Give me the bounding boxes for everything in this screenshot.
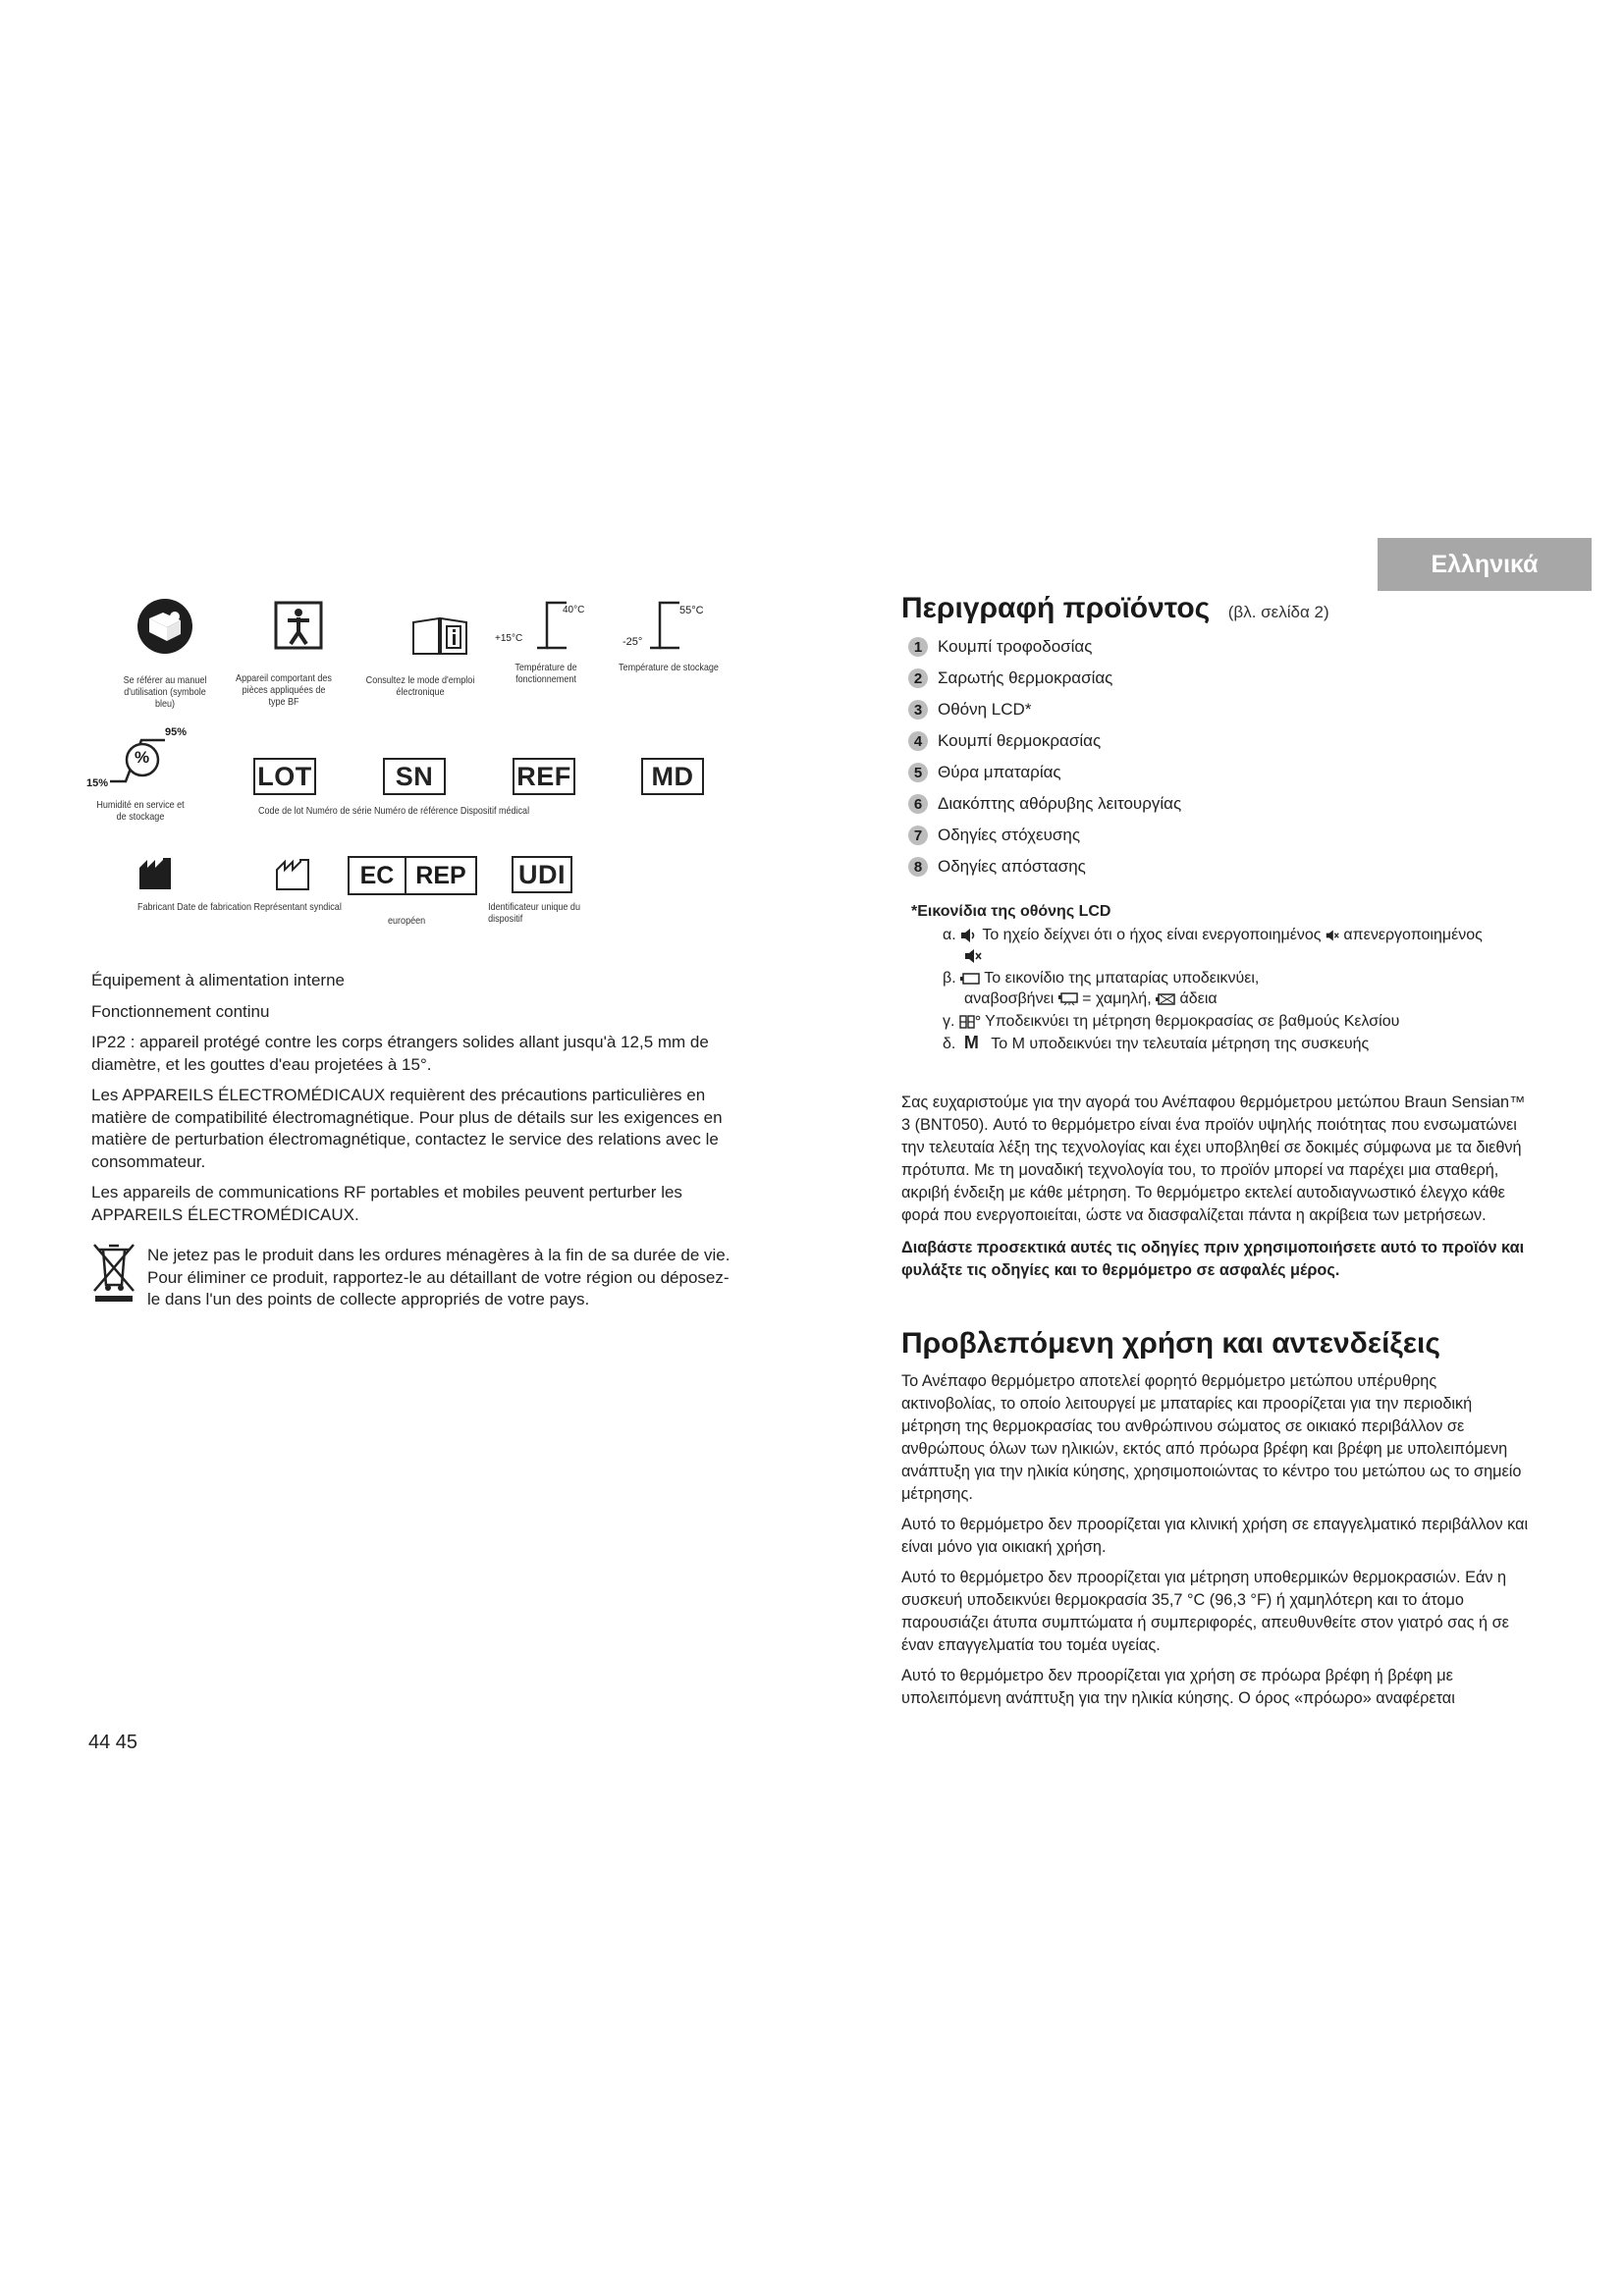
symbol-operating-temperature bbox=[492, 597, 600, 685]
symbol-manual-caption: Se référer au manuel d'utilisation (symbole bleu) bbox=[123, 674, 207, 710]
lcd-a-text2: απενεργοποιημένος bbox=[1343, 927, 1483, 943]
ref-caption: Numéro de référence bbox=[373, 805, 459, 817]
part-item-3 bbox=[908, 695, 1031, 724]
product-title: Περιγραφή προϊόντος bbox=[901, 592, 1211, 624]
lcd-item-b bbox=[943, 968, 1532, 1009]
eifu-icon bbox=[411, 616, 468, 656]
serial-number-symbol: SN bbox=[383, 758, 446, 795]
ip22-text: IP22 : appareil protégé contre les corps étrangers solides allant jusqu'à 12,5 mm de diamètre, et les gouttes d'eau projetées à 15°. bbox=[91, 1033, 709, 1074]
ec-rep-caption-line2: européen bbox=[388, 915, 426, 927]
manufacturer-icon bbox=[137, 856, 177, 891]
rf-text: Les appareils de communications RF portables et mobiles peuvent perturber les APPAREILS ÉLECTROMÉDICAUX. bbox=[91, 1183, 682, 1224]
symbol-humidity-caption: Humidité en service et de stockage bbox=[96, 799, 185, 823]
left-paragraphs bbox=[91, 970, 734, 1235]
symbol-manual bbox=[86, 597, 207, 710]
part-item-5 bbox=[908, 758, 1061, 787]
lcd-b-prefix: β. bbox=[943, 970, 956, 987]
part-label: Κουμπί θερμοκρασίας bbox=[938, 731, 1102, 750]
part-number: 4 bbox=[908, 731, 928, 751]
lcd-item-a bbox=[943, 925, 1532, 966]
symbols-row-3 bbox=[86, 844, 744, 933]
symbol-storage-temperature bbox=[605, 597, 732, 673]
part-number: 1 bbox=[908, 637, 928, 657]
part-item-2 bbox=[908, 664, 1112, 693]
part-number: 5 bbox=[908, 763, 928, 782]
type-bf-icon bbox=[274, 601, 323, 650]
part-item-4 bbox=[908, 726, 1101, 756]
humidity-low: 15% bbox=[86, 777, 109, 789]
sn-caption: Numéro de série bbox=[305, 805, 372, 817]
battery-icon bbox=[960, 973, 980, 985]
lcd-b-text2b: = χαμηλή, bbox=[1082, 990, 1152, 1007]
lot-symbol: LOT bbox=[253, 758, 316, 795]
part-number: 3 bbox=[908, 700, 928, 720]
part-number: 8 bbox=[908, 857, 928, 877]
symbol-humidity bbox=[86, 726, 194, 823]
lcd-d-text: Το M υποδεικνύει την τελευταία μέτρηση της συσκευής bbox=[991, 1036, 1370, 1052]
ec-rep-symbol bbox=[348, 856, 477, 895]
humidity-high: 95% bbox=[165, 726, 188, 738]
operating-temp-low: +15°C bbox=[495, 633, 523, 644]
intended-use-block bbox=[901, 1370, 1535, 1710]
read-instructions-warning: Διαβάστε προσεκτικά αυτές τις οδηγίες πριν χρησιμοποιήσετε αυτό το προϊόν και φυλάξτε τις οδηγίες και το θερμόμετρο σε ασφαλές μέρος. bbox=[901, 1239, 1525, 1279]
emc-text: Les APPAREILS ÉLECTROMÉDICAUX requièrent des précautions particulières en matière de compatibilité électromagnétique. Pour plus de détails sur les exigences en matière de perturbation électromagnétique, contactez le service des relations avec le consommateur. bbox=[91, 1086, 723, 1171]
lcd-c-prefix: γ. bbox=[943, 1013, 955, 1030]
symbol-storage-temperature-caption: Température de stockage bbox=[619, 662, 719, 673]
intro-text: Σας ευχαριστούμε για την αγορά του Ανέπαφου θερμόμετρου μετώπου Braun Sensian™ 3 (BNT050). Αυτό το θερμόμετρο είναι ένα προϊόν υψηλής ποιότητας που ενσωματώνει την τελευταία λέξη της τεχνολογίας και έχει υποβληθεί σε δοκιμές σύμφωνα με τα διεθνή πρότυπα. Με τη μοναδική τεχνολογία του, το προϊόν μπορεί να παρέχει μια σταθερή, ακριβή ένδειξη με κάθε μέτρηση. Το θερμόμετρο εκτελεί αυτοδιαγνωστικό έλεγχο κάθε φορά που ενεργοποιείται, ώστε να διασφαλίζεται πάντα η ακρίβεια των μετρήσεων. bbox=[901, 1094, 1526, 1224]
part-item-8 bbox=[908, 852, 1086, 881]
symbols-row-2 bbox=[86, 726, 744, 834]
lcd-d-prefix: δ. bbox=[943, 1036, 956, 1052]
udi-caption-line2: dispositif bbox=[488, 913, 523, 925]
lcd-b-text2a: αναβοσβήνει bbox=[964, 990, 1055, 1007]
symbol-operating-temperature-caption: Température de fonctionnement bbox=[514, 662, 577, 685]
intended-use-paragraph: Το Ανέπαφο θερμόμετρο αποτελεί φορητό θερμόμετρο μετώπου υπέρυθρης ακτινοβολίας, το οποίο λειτουργεί με μπαταρίες και προορίζεται για την περιοδική μέτρηση της θερμοκρασίας του ανθρώπινου σώματος σε οικιακό περιβάλλον σε ανθρώπους όλων των ηλικιών, εκτός από πρόωρα βρέφη και βρέφη με υπολειπόμενη ανάπτυξη για την ηλικία κύησης, χρησιμοποιώντας το κέντρο του μετώπου ως το σημείο μέτρησης. bbox=[901, 1372, 1522, 1503]
symbol-eifu-caption: Consultez le mode d'emploi électronique bbox=[365, 674, 475, 698]
part-number: 7 bbox=[908, 826, 928, 845]
lcd-c-text: Υποδεικνύει τη μέτρηση θερμοκρασίας σε βαθμούς Κελσίου bbox=[985, 1013, 1400, 1030]
intended-use-paragraph: Αυτό το θερμόμετρο δεν προορίζεται για μέτρηση υποθερμικών θερμοκρασιών. Εάν η συσκευή υποδεικνύει θερμοκρασία 35,7 °C (96,3 °F) ή χαμηλότερη και το άτομο παρουσιάζει άτυπα συμπτώματα ή συμπεριφορές, απευθυνθείτε στον γιατρό σας ή σε έναν επαγγελματία του τομέα υγείας. bbox=[901, 1569, 1509, 1654]
date-caption: Date de fabrication bbox=[177, 901, 251, 913]
manual-book-icon bbox=[135, 597, 194, 656]
humidity-symbol: % bbox=[135, 748, 150, 767]
date-of-manufacture-icon bbox=[275, 858, 314, 891]
intended-use-paragraph: Αυτό το θερμόμετρο δεν προορίζεται για κλινική χρήση σε επαγγελματικό περιβάλλον και είναι μόνο για οικιακή χρήση. bbox=[901, 1516, 1529, 1556]
intended-use-paragraph: Αυτό το θερμόμετρο δεν προορίζεται για χρήση σε πρόωρα βρέφη ή βρέφη με υπολειπόμενη ανάπτυξη για την ηλικία κύησης. Ο όρος «πρόωρο» αναφέρεται bbox=[901, 1667, 1455, 1707]
part-label: Οθόνη LCD* bbox=[938, 700, 1032, 719]
medical-device-symbol: MD bbox=[641, 758, 704, 795]
continuous-operation-text: Fonctionnement continu bbox=[91, 1001, 270, 1021]
ec-rep-caption: Représentant syndical bbox=[253, 901, 342, 913]
part-item-6 bbox=[908, 789, 1181, 819]
celsius-segment-icon bbox=[959, 1015, 981, 1029]
part-label: Οδηγίες στόχευσης bbox=[938, 826, 1081, 844]
storage-temp-high: 55°C bbox=[679, 605, 704, 616]
lcd-b-text1: Το εικονίδιο της μπαταρίας υποδεικνύει, bbox=[984, 970, 1260, 987]
lcd-a-prefix: α. bbox=[943, 927, 956, 943]
lcd-item-c bbox=[943, 1011, 1532, 1032]
lcd-a-text: Το ηχείο δείχνει ότι ο ήχος είναι ενεργοποιημένος bbox=[982, 927, 1322, 943]
lcd-item-d bbox=[943, 1033, 1532, 1054]
lcd-icons-title: *Εικονίδια της οθόνης LCD bbox=[911, 903, 1111, 920]
symbol-type-bf bbox=[230, 597, 338, 708]
md-caption: Dispositif médical bbox=[460, 805, 530, 817]
product-description-heading bbox=[901, 592, 1329, 625]
storage-temp-low: -25° bbox=[623, 636, 643, 648]
part-label: Σαρωτής θερμοκρασίας bbox=[938, 668, 1113, 687]
part-number: 6 bbox=[908, 794, 928, 814]
part-item-1 bbox=[908, 632, 1092, 662]
memory-m-icon: M bbox=[963, 1033, 979, 1052]
speaker-muted-icon bbox=[964, 949, 982, 963]
lcd-b-text2c: άδεια bbox=[1179, 990, 1218, 1007]
intended-use-heading: Προβλεπόμενη χρήση και αντενδείξεις bbox=[901, 1327, 1440, 1360]
reference-symbol: REF bbox=[513, 758, 575, 795]
udi-caption-line1: Identificateur unique du bbox=[488, 901, 580, 913]
internal-power-text: Équipement à alimentation interne bbox=[91, 971, 345, 989]
part-label: Θύρα μπαταρίας bbox=[938, 763, 1061, 781]
part-label: Οδηγίες απόστασης bbox=[938, 857, 1086, 876]
page-numbers: 44 45 bbox=[88, 1732, 138, 1753]
weee-text: Ne jetez pas le produit dans les ordures ménagères à la fin de sa durée de vie. Pour éliminer ce produit, rapportez-le au détaillant de votre région ou déposez-le dans l'un des points de collecte appropriés de votre pays. bbox=[147, 1246, 731, 1308]
symbols-row-1 bbox=[86, 597, 744, 715]
speaker-on-icon bbox=[960, 929, 978, 942]
ec-rep-ec: EC bbox=[350, 858, 406, 893]
battery-empty-icon bbox=[1156, 993, 1175, 1005]
manufacturer-caption: Fabricant bbox=[137, 901, 175, 913]
part-label: Κουμπί τροφοδοσίας bbox=[938, 637, 1093, 656]
part-number: 2 bbox=[908, 668, 928, 688]
weee-bin-icon bbox=[91, 1242, 136, 1303]
operating-temp-high: 40°C bbox=[563, 605, 585, 615]
speaker-muted-icon bbox=[1326, 929, 1339, 942]
language-tab: Ελληνικά bbox=[1378, 538, 1592, 591]
codes-caption-row bbox=[258, 805, 629, 817]
lot-caption: Code de lot bbox=[258, 805, 304, 817]
udi-symbol: UDI bbox=[512, 856, 572, 893]
battery-low-icon bbox=[1058, 992, 1078, 1006]
intro-block bbox=[901, 1092, 1535, 1282]
symbol-type-bf-caption: Appareil comportant des pièces appliquées de type BF bbox=[236, 672, 332, 708]
symbol-eifu bbox=[352, 597, 489, 698]
udi-caption bbox=[488, 901, 598, 925]
part-label: Διακόπτης αθόρυβης λειτουργίας bbox=[938, 794, 1182, 813]
part-item-7 bbox=[908, 821, 1080, 850]
ec-rep-rep: REP bbox=[415, 862, 466, 889]
product-page-ref: (βλ. σελίδα 2) bbox=[1227, 603, 1329, 621]
